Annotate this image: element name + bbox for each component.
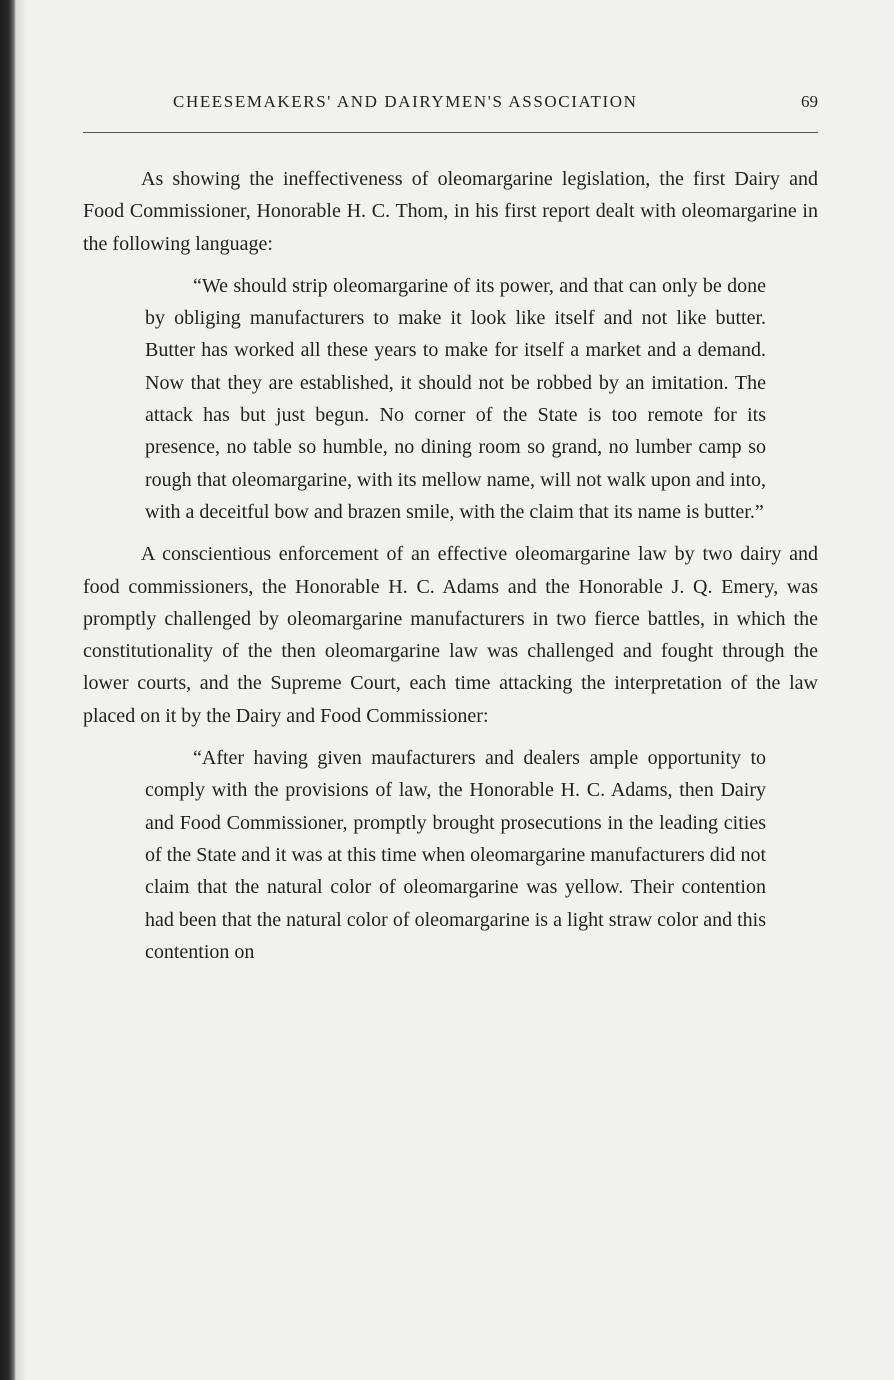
running-head: CHEESEMAKERS' AND DAIRYMEN'S ASSOCIATION [173,92,638,111]
spacer [83,528,818,538]
spacer [83,260,818,270]
paragraph-2: A conscientious enforcement of an effective oleomargarine law by two dairy and food commissioners, the Honorable H. C. Adams and the Honorable J. Q. Emery, was promptly challenged by oleomargarine manufacturers in two fierce battles, in which the constitutionality of the then oleomargarine law was challenged and fought through the lower courts, and the Supreme Court, each time attacking the interpretation of the law placed on it by the Dairy and Food Commissioner: [83,543,818,727]
quote-1: “We should strip oleomargarine of its power, and that can only be done by obliging manufacturers to make it look like itself and not like butter. Butter has worked all these years to make for itself a market and a demand. Now that they are established, it should not be robbed by an imitation. The attack has but just begun. No corner of the State is too remote for its presence, no table so humble, no dining room so grand, no lumber camp so rough that oleomargarine, with its mellow name, will not walk upon and into, with a deceitful bow and brazen smile, with the claim that its name is butter.” [145,274,766,523]
spacer [83,732,818,742]
page-header [83,92,818,114]
page-number: 69 [801,92,818,111]
book-spine [0,0,16,1380]
page-body [83,163,818,968]
spine-shadow [16,0,26,1380]
paragraph-1: As showing the ineffectiveness of oleomargarine legislation, the first Dairy and Food Commissioner, Honorable H. C. Thom, in his first report dealt with oleomargarine in the following language: [83,168,818,255]
quote-2: “After having given maufacturers and dealers ample opportunity to comply with the provisions of law, the Honorable H. C. Adams, then Dairy and Food Commissioner, promptly brought prosecutions in the leading cities of the State and it was at this time when oleomargarine manufacturers did not claim that the natural color of oleomargarine was yellow. Their contention had been that the natural color of oleomargarine is a light straw color and this contention on [145,747,766,963]
header-rule [83,132,818,133]
